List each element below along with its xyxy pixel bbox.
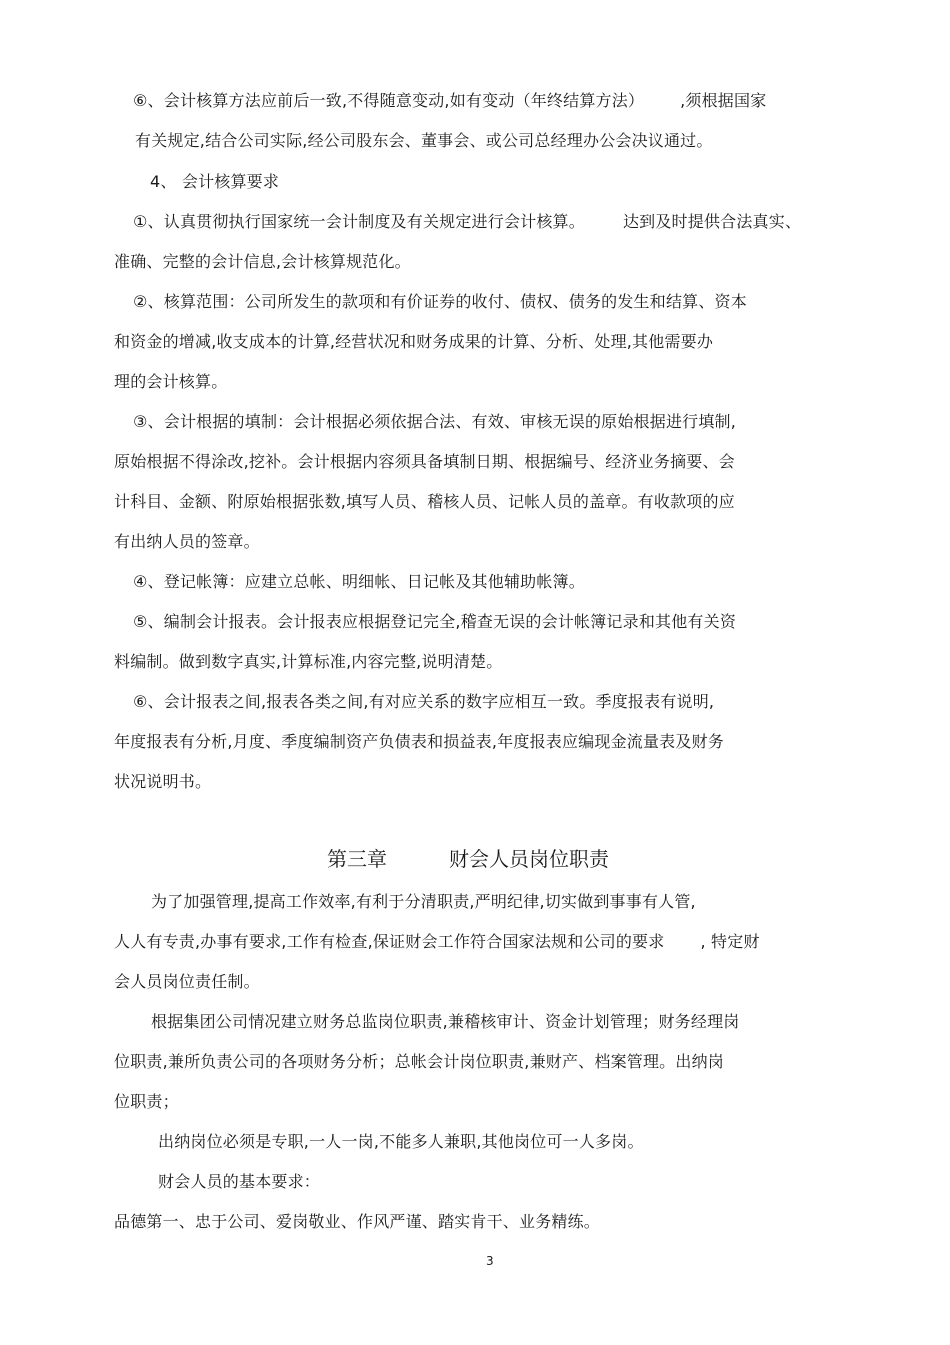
chapter-name: 财会人员岗位职责 [449,847,609,871]
paragraph-line: 有出纳人员的签章。 [114,532,260,551]
paragraph-line: ④、登记帐簿：应建立总帐、明细帐、日记帐及其他辅助帐簿。 [133,572,585,591]
paragraph-line: 会人员岗位责任制。 [114,972,260,991]
paragraph-line: 人人有专责,办事有要求,工作有检查,保证财会工作符合国家法规和公司的要求 , 特定财 [114,932,760,951]
section-heading: 4、 会计核算要求 [150,172,280,191]
paragraph-line: 品德第一、忠于公司、爱岗敬业、作风严谨、踏实肯干、业务精练。 [114,1212,601,1231]
page-number: 3 [486,1254,494,1268]
paragraph-line: ②、核算范围：公司所发生的款项和有价证券的收付、债权、债务的发生和结算、资本 [133,292,747,311]
chapter-number: 第三章 [327,847,387,871]
paragraph-line: 有关规定,结合公司实际,经公司股东会、董事会、或公司总经理办公会决议通过。 [135,131,713,150]
paragraph-line: 年度报表有分析,月度、季度编制资产负债表和损益表,年度报表应编现金流量表及财务 [114,732,724,751]
paragraph-line: ⑥、会计核算方法应前后一致,不得随意变动,如有变动（年终结算方法） ,须根据国家 [133,91,767,110]
paragraph-line: 状况说明书。 [114,772,212,791]
paragraph-line: 位职责； [114,1092,179,1111]
paragraph-line: 和资金的增减,收支成本的计算,经营状况和财务成果的计算、分析、处理,其他需要办 [114,332,714,351]
paragraph-line: ③、会计根据的填制：会计根据必须依据合法、有效、审核无误的原始根据进行填制, [133,412,737,431]
paragraph-line: 计科目、金额、附原始根据张数,填写人员、稽核人员、记帐人员的盖章。有收款项的应 [114,492,735,511]
paragraph-line: 料编制。做到数字真实,计算标准,内容完整,说明清楚。 [114,652,503,671]
paragraph-line: ⑥、会计报表之间,报表各类之间,有对应关系的数字应相互一致。季度报表有说明, [133,692,715,711]
chapter-title [327,846,609,872]
paragraph-line: 为了加强管理,提高工作效率,有利于分清职责,严明纪律,切实做到事事有人管, [151,892,696,911]
paragraph-line: 位职责,兼所负责公司的各项财务分析；总帐会计岗位职责,兼财产、档案管理。出纳岗 [114,1052,724,1071]
paragraph-line: 准确、完整的会计信息,会计核算规范化。 [114,252,411,271]
paragraph-line: 原始根据不得涂改,挖补。会计根据内容须具备填制日期、根据编号、经济业务摘要、会 [114,452,735,471]
paragraph-line: 理的会计核算。 [114,372,228,391]
paragraph-line: ①、认真贯彻执行国家统一会计制度及有关规定进行会计核算。 达到及时提供合法真实、 [133,212,802,231]
paragraph-line: 出纳岗位必须是专职,一人一岗,不能多人兼职,其他岗位可一人多岗。 [158,1132,644,1151]
paragraph-line: ⑤、编制会计报表。会计报表应根据登记完全,稽查无误的会计帐簿记录和其他有关资 [133,612,737,631]
paragraph-line: 根据集团公司情况建立财务总监岗位职责,兼稽核审计、资金计划管理；财务经理岗 [151,1012,740,1031]
paragraph-line: 财会人员的基本要求： [158,1172,321,1191]
